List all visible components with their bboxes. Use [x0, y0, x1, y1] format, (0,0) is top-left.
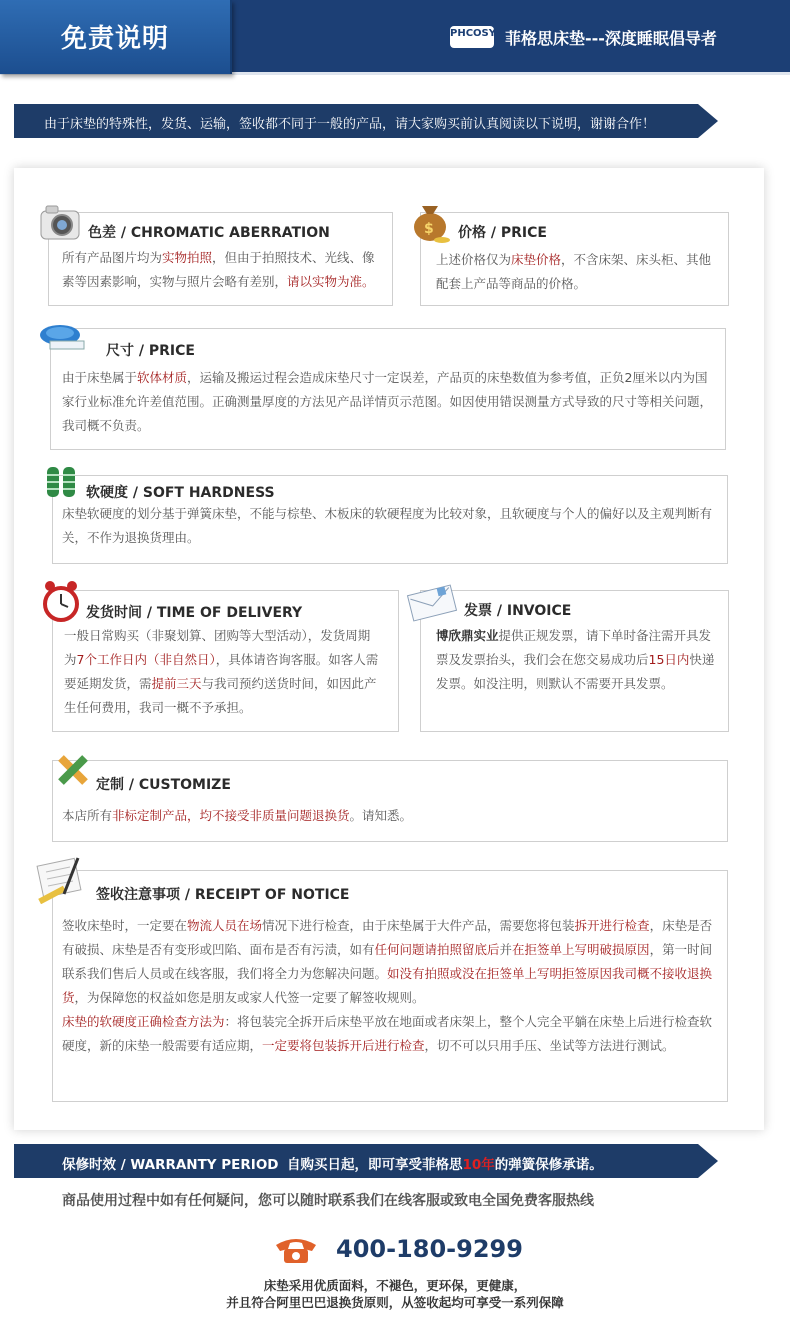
- customize-text: 本店所有非标定制产品，均不接受非质量问题退换货。请知悉。: [62, 808, 413, 823]
- receipt-text: 签收床垫时，一定要在物流人员在场情况下进行检查，由于床垫属于大件产品，需要您将包装拆开进行检查，床垫是否有破损、床垫是否有变形或凹陷、面布是否有污渍，如有任何问题请拍照留底后并在拒签单上写明破损原因，第一时间联系我们售后人员或在线客服，我们将全力为您解决问题。如没有拍照或没在拒签单上写明拒签原因我司概不接收退换货，为保障您的权益如您是朋友或家人代签一定要了解签收规则。 床垫的软硬度正确检查方法为：将包装完全拆开后床垫平放在地面或者床架上，整个人完全平躺在床垫上后进行检查软硬度，新的床垫一般需要有适应期，一定要将包装拆开后进行检查，切不可以只用手压、坐试等方法进行测试。: [62, 918, 713, 1053]
- spring-icon: [44, 464, 80, 500]
- warranty-label: 保修时效 / WARRANTY PERIOD: [62, 1157, 279, 1173]
- footer-line-1: 床垫采用优质面料，不褪色，更环保，更健康，: [263, 1278, 527, 1293]
- chromatic-title: 色差 / CHROMATIC ABERRATION: [88, 225, 330, 241]
- delivery-title: 发货时间 / TIME OF DELIVERY: [86, 605, 303, 621]
- money-bag-icon: [410, 196, 452, 244]
- pencil-ruler-icon: [52, 748, 94, 790]
- customize-box: [52, 760, 728, 842]
- brand-slogan: 菲格思床垫---深度睡眠倡导者: [505, 29, 717, 48]
- svg-text:$: $: [424, 221, 434, 237]
- price-title: 价格 / PRICE: [458, 225, 547, 241]
- warranty-text: 自购买日起，即可享受菲格思10年的弹簧保修承诺。: [287, 1157, 603, 1173]
- notice-ribbon-arrow: [698, 104, 718, 138]
- document-pen-icon: [34, 852, 94, 904]
- page-title: 免责说明: [60, 24, 169, 54]
- alarm-clock-icon: [42, 578, 82, 624]
- tape-measure-icon: [38, 322, 86, 354]
- notice-text: 由于床垫的特殊性，发货、运输，签收都不同于一般的产品，请大家购买前认真阅读以下说明，谢谢合作！: [44, 117, 656, 132]
- receipt-title: 签收注意事项 / RECEIPT OF NOTICE: [96, 887, 350, 903]
- camera-icon: [38, 202, 84, 246]
- delivery-text: 一般日常购买（非聚划算、团购等大型活动），发货周期为7个工作日内（非自然日），具体请咨询客服。如客人需要延期发货，需提前三天与我司预约送货时间，如因此产生任何费用，我司一概不予承担。: [64, 628, 379, 715]
- invoice-text: 博欣鼎实业提供正规发票，请下单时备注需开具发票及发票抬头，我们会在您交易成功后15日内快递发票。如没注明，则默认不需要开具发票。: [436, 628, 715, 691]
- brand-logo-text: PHCOSY: [450, 28, 496, 39]
- warranty-ribbon-arrow: [698, 1144, 718, 1178]
- size-title: 尺寸 / PRICE: [106, 343, 195, 359]
- price-text: 上述价格仅为床垫价格，不含床架、床头柜、其他配套上产品等商品的价格。: [436, 252, 712, 291]
- envelope-icon: [404, 582, 460, 622]
- size-text: 由于床垫属于软体材质，运输及搬运过程会造成床垫尺寸一定误差，产品页的床垫数值为参考值，正负2厘米以内为国家行业标准允许差值范围。正确测量厚度的方法见产品详情页示范图。如因使用错误测量方式导致的尺寸等相关问题，我司概不负责。: [62, 370, 713, 433]
- warranty-years: 10年: [462, 1157, 495, 1173]
- telephone-icon: [272, 1233, 320, 1265]
- hotline-number[interactable]: 400-180-9299: [336, 1235, 523, 1263]
- footer-line-2: 并且符合阿里巴巴退换货原则，从签收起均可享受一系列保障: [226, 1295, 564, 1310]
- customize-title: 定制 / CUSTOMIZE: [96, 777, 231, 793]
- contact-question: 商品使用过程中如有任何疑问，您可以随时联系我们在线客服或致电全国免费客服热线: [62, 1193, 594, 1209]
- hardness-text: 床垫软硬度的划分基于弹簧床垫，不能与棕垫、木板床的软硬程度为比较对象，且软硬度与个人的偏好以及主观判断有关，不作为退换货理由。: [62, 506, 713, 545]
- chromatic-text: 所有产品图片均为实物拍照，但由于拍照技术、光线、像素等因素影响，实物与照片会略有差别，请以实物为准。: [62, 250, 375, 289]
- hardness-title: 软硬度 / SOFT HARDNESS: [86, 485, 275, 501]
- invoice-title: 发票 / INVOICE: [464, 603, 572, 619]
